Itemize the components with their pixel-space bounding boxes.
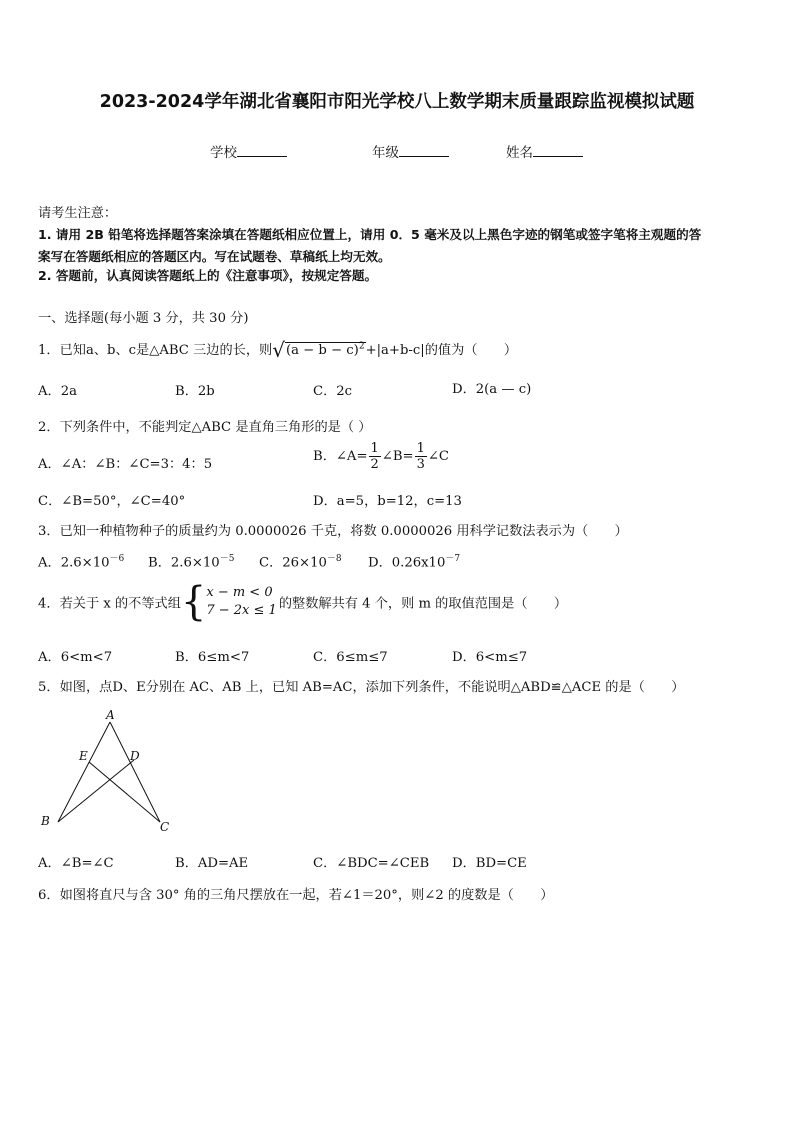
q1-stem	[38, 338, 517, 362]
q3-option-b-base: B．2.6×10	[148, 555, 220, 571]
q3-option-a-exp: －6	[109, 554, 125, 564]
q3-option-c[interactable]	[259, 551, 342, 570]
inequality-line-2: 7 − 2x ≤ 1	[206, 603, 277, 618]
q2-stem: 2．下列条件中，不能判定△ABC 是直角三角形的是（ ）	[38, 420, 372, 435]
label-e: E	[79, 749, 88, 763]
q2-option-c[interactable]: C．∠B=50°，∠C=40°	[38, 494, 186, 509]
grade-blank	[399, 144, 449, 157]
segment-ce	[89, 762, 160, 822]
school-blank	[237, 144, 287, 157]
notice-heading: 请考生注意：	[38, 206, 118, 221]
grade-label: 年级	[372, 145, 399, 161]
q2-option-b[interactable]	[313, 441, 449, 472]
q3-stem: 3．已知一种植物种子的质量约为 0.0000026 千克，将数 0.0000026 用科学记数法表示为（ ）	[38, 524, 628, 539]
q1-radicand	[285, 342, 366, 358]
fraction-numerator: 1	[416, 441, 425, 456]
fraction-one-third	[415, 441, 427, 472]
q1-option-a[interactable]: A．2a	[38, 384, 77, 399]
notice-line-1a: 1. 请用 2B 铅笔将选择题答案涂填在答题纸相应位置上，请用 0．5 毫米及以上黑色字迹的钢笔或签字笔将主观题的答	[38, 227, 702, 242]
fraction-denominator: 3	[416, 457, 425, 472]
q4-stem-post: 的整数解共有 4 个，则 m 的取值范围是（ ）	[278, 596, 568, 612]
q2-option-b-mid: ∠B=	[381, 449, 414, 464]
q3-option-a[interactable]	[38, 551, 124, 570]
q3-option-c-base: C．26×10	[259, 555, 327, 571]
school-label: 学校	[210, 145, 237, 161]
q2-option-b-pre: B．∠A=	[313, 449, 368, 464]
q5-option-d[interactable]: D．BD=CE	[452, 856, 527, 871]
q5-option-b[interactable]: B．AD=AE	[175, 856, 249, 871]
label-c: C	[160, 820, 170, 834]
q2-option-d[interactable]: D．a=5，b=12，c=13	[313, 494, 462, 509]
q1-stem-pre: 1．已知a、b、c是△ABC 三边的长，则	[38, 343, 273, 358]
q2-option-a[interactable]: A．∠A：∠B：∠C=3：4：5	[38, 457, 213, 472]
q1-exponent: 2	[358, 341, 365, 352]
notice-line-1b: 案写在答题纸相应的答题区内。写在试题卷、草稿纸上均无效。	[38, 249, 391, 264]
notice-line-2: 2. 答题前，认真阅读答题纸上的《注意事项》，按规定答题。	[38, 268, 378, 283]
label-b: B	[41, 814, 50, 828]
inequality-system	[206, 584, 276, 620]
q4-option-a[interactable]: A．6<m<7	[38, 650, 113, 665]
sqrt-symbol: √	[272, 338, 285, 362]
q6-stem: 6．如图将直尺与含 30° 角的三角尺摆放在一起，若∠1＝20°，则∠2 的度数是（ ）	[38, 888, 554, 903]
q4-stem-pre: 4．若关于 x 的不等式组	[38, 596, 181, 612]
name-label: 姓名	[506, 145, 533, 161]
school-field	[210, 141, 287, 161]
segment-ac	[110, 722, 160, 822]
q1-option-c[interactable]: C．2c	[313, 384, 353, 399]
q3-option-d-base: D．0.26x10	[368, 555, 446, 571]
q3-option-a-base: A．2.6×10	[38, 555, 110, 571]
fraction-one-half	[369, 441, 381, 472]
q1-option-b[interactable]: B．2b	[175, 384, 215, 399]
q4-option-b[interactable]: B．6≤m<7	[175, 650, 250, 665]
q3-option-d-exp: －7	[445, 554, 461, 564]
q1-option-d[interactable]: D．2(a — c)	[452, 382, 532, 397]
section-heading: 一、选择题(每小题 3 分，共 30 分)	[38, 311, 249, 326]
label-a: A	[106, 708, 115, 722]
q4-option-c[interactable]: C．6≤m≤7	[313, 650, 388, 665]
q3-option-c-exp: －8	[326, 554, 342, 564]
q4-option-d[interactable]: D．6<m≤7	[452, 650, 528, 665]
page-title: 2023-2024学年湖北省襄阳市阳光学校八上数学期末质量跟踪监视模拟试题	[99, 92, 695, 112]
name-field	[506, 141, 583, 161]
q3-option-d[interactable]	[368, 551, 460, 570]
q1-radicand-text: (a − b − c)	[285, 343, 359, 358]
name-blank	[533, 144, 583, 157]
q4-stem	[38, 579, 568, 625]
q1-stem-post: +|a+b-c|的值为（ ）	[365, 343, 518, 358]
q3-option-b[interactable]	[148, 551, 234, 570]
q2-option-b-post: ∠C	[427, 449, 450, 464]
q5-option-c[interactable]: C．∠BDC=∠CEB	[313, 856, 430, 871]
fraction-denominator: 2	[370, 457, 379, 472]
label-d: D	[130, 749, 140, 763]
q5-option-a[interactable]: A．∠B=∠C	[38, 856, 114, 871]
q3-option-b-exp: －5	[219, 554, 235, 564]
triangle-figure	[36, 708, 186, 836]
inequality-line-1: x − m < 0	[206, 585, 273, 600]
segment-ab	[58, 722, 110, 822]
left-brace-icon: {	[180, 579, 207, 625]
grade-field	[372, 141, 449, 161]
q5-stem: 5．如图，点D、E分别在 AC、AB 上，已知 AB=AC，添加下列条件，不能说明△ABD≌△ACE 的是（ ）	[38, 680, 685, 695]
fraction-numerator: 1	[370, 441, 379, 456]
